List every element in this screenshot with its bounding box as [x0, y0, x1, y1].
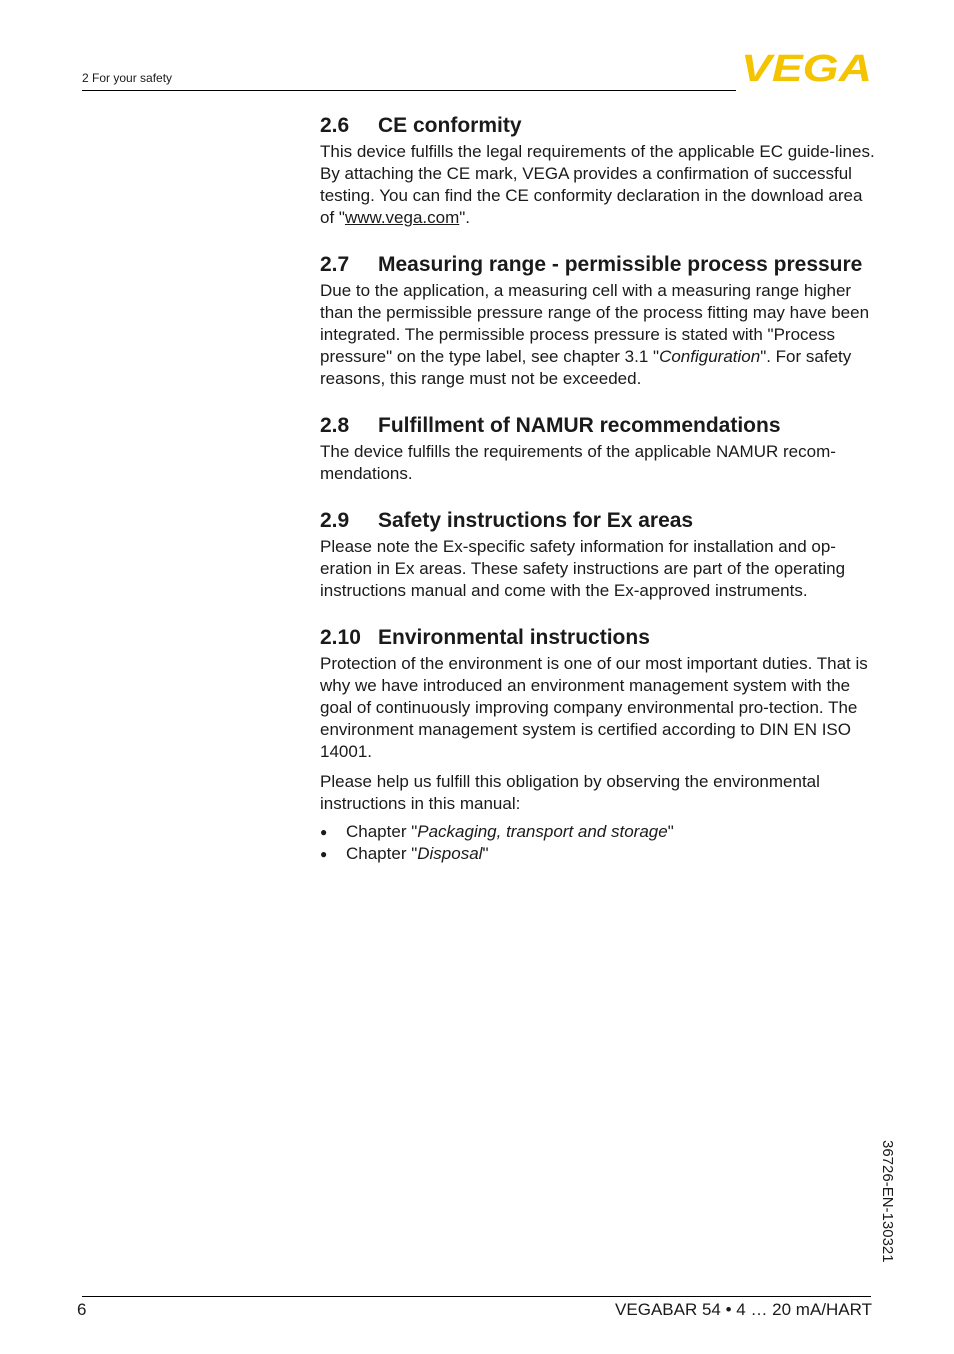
text-run: This device fulfills the legal requirements of the applicable EC guide-lines. By attaching the CE mark, VEGA provides a confirmation of successful testing. You can find the CE conformity declaration in the download area of " — [320, 142, 875, 227]
section-paragraph: Protection of the environment is one of our most important duties. That is why we have introduced an environment management system with the goal of continuously improving company environmental pro-tection. The environment management system is certified according to DIN EN ISO 14001. — [320, 654, 868, 761]
section-title: Environmental instructions — [378, 626, 650, 649]
text-run: " — [482, 844, 489, 863]
text-run: ". — [459, 208, 471, 227]
footer-rule — [82, 1296, 871, 1297]
text-run: Due to the application, a measuring cell with a measuring range higher than the permissible pressure range of the process fitting may have been integrated. The permissible process pressure is stated with "Process pressure" on the type label, see chapter 3.1 " — [320, 281, 870, 366]
section-number: 2.6 — [320, 114, 350, 137]
logo-text: VEGA — [741, 50, 872, 84]
section-2-8 — [320, 412, 880, 485]
section-title: CE conformity — [378, 114, 522, 137]
text-run: ". For safety reasons, this range must not be exceeded. — [320, 347, 852, 388]
list-item — [320, 821, 880, 843]
section-paragraph — [320, 141, 880, 229]
section-number: 2.8 — [320, 414, 350, 437]
section-title: Fulfillment of NAMUR recommendations — [378, 414, 781, 437]
vega-logo — [741, 50, 872, 84]
header-rule — [82, 90, 736, 91]
section-heading — [320, 624, 880, 652]
product-name: VEGABAR 54 • 4 … 20 mA/HART — [615, 1300, 872, 1319]
main-content — [320, 112, 880, 887]
text-run: Chapter " — [346, 844, 418, 863]
section-heading — [320, 251, 880, 279]
chapter-reference: Packaging, transport and storage — [417, 822, 668, 841]
section-heading — [320, 112, 880, 140]
text-run: Chapter " — [346, 822, 418, 841]
section-title: Measuring range - permissible process pressure — [378, 253, 863, 276]
section-2-9 — [320, 507, 880, 602]
section-number: 2.10 — [320, 626, 361, 649]
section-number: 2.7 — [320, 253, 350, 276]
page-number: 6 — [77, 1300, 87, 1319]
chapter-reference: Disposal — [417, 844, 483, 863]
text-run: " — [667, 822, 674, 841]
section-paragraph: Please help us fulfill this obligation by observing the environmental instructions in this manual: — [320, 772, 820, 813]
section-2-6 — [320, 112, 880, 229]
document-id: 36726-EN-130321 — [879, 1140, 896, 1263]
list-item — [320, 843, 880, 865]
section-title: Safety instructions for Ex areas — [378, 509, 694, 532]
section-heading — [320, 412, 880, 440]
vega-website-link[interactable]: www.vega.com — [344, 208, 460, 227]
section-2-10 — [320, 624, 880, 865]
section-paragraph: Please note the Ex-specific safety information for installation and op-eration in Ex areas. These safety instructions are part of the operating instructions manual and come with the Ex-approved instruments. — [320, 537, 846, 600]
chapter-reference: Configuration — [659, 347, 761, 366]
header-section-label: 2 For your safety — [82, 71, 173, 85]
section-heading — [320, 507, 880, 535]
section-paragraph: The device fulfills the requirements of the applicable NAMUR recom-mendations. — [320, 442, 836, 483]
bullet-list — [320, 821, 880, 865]
section-paragraph — [320, 280, 880, 390]
section-2-7 — [320, 251, 880, 390]
section-number: 2.9 — [320, 509, 350, 532]
